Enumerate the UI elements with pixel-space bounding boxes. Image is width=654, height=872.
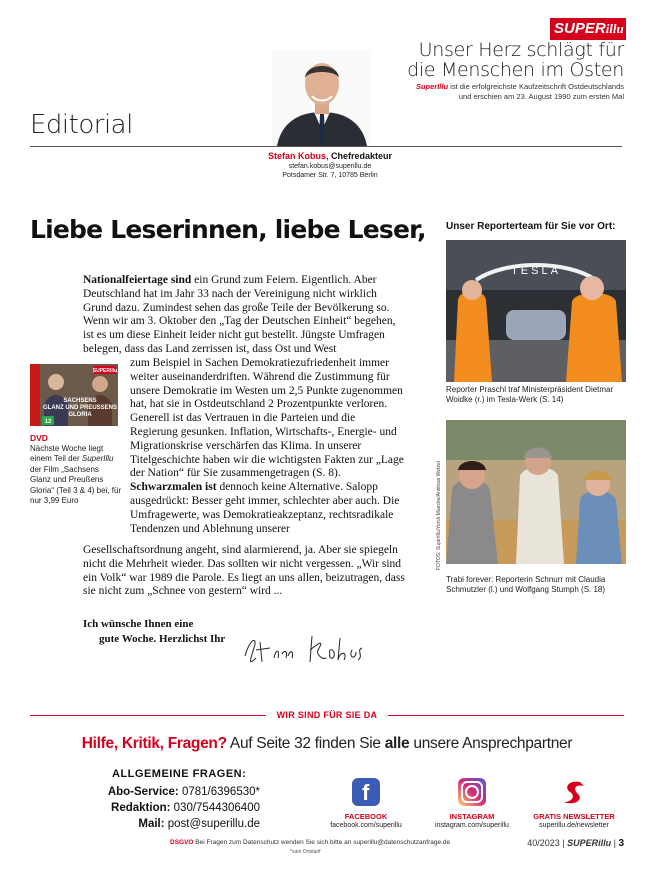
newsletter-icon bbox=[560, 778, 588, 806]
article-body: zum Beispiel in Sachen Demokratiezufriedenheit immer weiter auseinanderdriften. Während die Zustimmung für unsere Demokratie im Westen um 2,5 Punkte zugenommen hat, hat sie in Ostdeutschland 2 Prozentpunkte verloren. Generell ist das Vertrauen in die Parteien und die Regierung gesunken. Inflation, Wirtschafts-, Energie- und Migrationskrise verschärfen das Klima. In unserer Titelgeschichte haben wir die wichtigsten Fakten zur „Lage der Nation“ für Sie zusammengetragen (S. 8). Schwarzmalen ist dennoch keine Alternative. Salopp ausgedrückt: Besser geht immer, schlechter aber auch. Die Umfragewerte, was Demokratieakzeptanz, rechtsradikale Tendenzen und Ablehnung unserer bbox=[130, 357, 404, 535]
author-portrait bbox=[272, 50, 372, 146]
svg-text:GLANZ UND PREUSSENS: GLANZ UND PREUSSENS bbox=[42, 405, 118, 411]
dvd-cover-image bbox=[30, 364, 118, 426]
instagram-link[interactable]: INSTAGRAM instagram.com/superillu bbox=[422, 778, 522, 829]
author-block: Stefan Kobus, Chefredakteur stefan.kobus@superillu.de Potsdamer Str. 7, 10785 Berlin bbox=[267, 151, 393, 179]
footer-dsgvo: DSGVO Bei Fragen zum Datenschutz wenden Sie sich bitte an superillu@datenschutzanfrage.de bbox=[170, 839, 451, 846]
photo-credit: FOTOS: SuperIllu/Yorck Maecke/Andreas Wetzel bbox=[436, 461, 442, 570]
photo-caption-2: Trabi forever: Reporterin Schnurr mit Claudia Schmutzler (l.) und Wolfgang Stumph (S. 18) bbox=[446, 575, 606, 594]
divider-right bbox=[388, 715, 624, 716]
article-intro: Nationalfeiertage sind ein Grund zum Feiern. Eigentlich. Aber Deutschland hat im Jahr 33 nach der Vereinigung nicht wirklich Grund dazu. Zumindest sehen das große Teile der Bevölkerung so. Wenn wir am 3. Oktober den „Tag der Deutschen Einheit“ begehen, ist es um diese Einheit leider nicht gut bestellt. Jüngste Umfragen belegen, dass das Land zerrissen ist, dass Ost und West bbox=[83, 274, 396, 355]
svg-text:SUPERillu: SUPERillu bbox=[92, 368, 118, 374]
facebook-link[interactable]: f FACEBOOK facebook.com/superillu bbox=[330, 780, 402, 829]
help-label: WIR SIND FÜR SIE DA bbox=[276, 710, 378, 720]
article-conclusion: Gesellschaftsordnung angeht, sind alarmierend, ja. Aber sie spiegeln nicht die Mehrheit wieder. Das sollten wir nicht vergessen. „Wir sind ein Volk“ war 1989 die Parole. Es liegt an uns allen, beizutragen, dass sie nicht zum „Schnee von gestern“ wird ... bbox=[83, 544, 405, 598]
photo-caption-1: Reporter Praschl traf Ministerpräsident Dietmar Woidke (r.) im Tesla-Werk (S. 14) bbox=[446, 385, 614, 404]
superillu-logo: SUPERillu bbox=[550, 18, 626, 40]
svg-text:GLORIA: GLORIA bbox=[68, 412, 92, 418]
page-headline: Liebe Leserinnen, liebe Leser, bbox=[30, 215, 426, 244]
svg-text:SACHSENS: SACHSENS bbox=[63, 398, 97, 404]
facebook-icon: f bbox=[352, 778, 380, 806]
section-title: Editorial bbox=[30, 110, 133, 140]
tesla-photo bbox=[446, 240, 626, 382]
contact-list bbox=[86, 784, 260, 832]
footer-note: *zum Ortstarif bbox=[290, 849, 321, 855]
abo-service-line: Abo-Service: 0781/6396530* bbox=[107, 786, 260, 798]
signature-image bbox=[240, 628, 380, 668]
newsletter-link[interactable]: GRATIS NEWSLETTER superillu.de/newsletter bbox=[524, 778, 624, 829]
redaktion-line: Redaktion: 030/7544306400 bbox=[111, 802, 260, 814]
page-footer: 40/2023 | SUPERillu | 3 bbox=[527, 838, 624, 849]
contact-heading: ALLGEMEINE FRAGEN: bbox=[112, 768, 247, 780]
divider-left bbox=[30, 715, 266, 716]
svg-text:TESLA: TESLA bbox=[511, 265, 561, 277]
dvd-promo: DVD Nächste Woche liegt einem Teil der SuperIllu der Film „Sachsens Glanz und Preußens Gloria“ (Teil 3 & 4) bei, für nur 3,99 Euro bbox=[30, 433, 122, 505]
trabi-photo bbox=[446, 420, 626, 564]
svg-text:12: 12 bbox=[44, 419, 52, 425]
signoff: Ich wünsche Ihnen eine gute Woche. Herzlichst Ihr bbox=[83, 618, 226, 645]
header-rule bbox=[30, 146, 622, 147]
masthead-subline: SuperIllu ist die erfolgreichste Kaufzeitschrift Ostdeutschlands und erschien am 23. August 1990 zum ersten Mal bbox=[415, 82, 624, 101]
masthead-tagline: Unser Herz schlägt für die Menschen im Osten bbox=[407, 39, 624, 81]
mail-line[interactable]: Mail: post@superillu.de bbox=[138, 818, 260, 830]
sidebar-title: Unser Reporterteam für Sie vor Ort: bbox=[446, 221, 616, 232]
instagram-icon bbox=[458, 778, 486, 806]
help-headline: Hilfe, Kritik, Fragen? Auf Seite 32 finden Sie alle unsere Ansprechpartner bbox=[81, 735, 573, 752]
